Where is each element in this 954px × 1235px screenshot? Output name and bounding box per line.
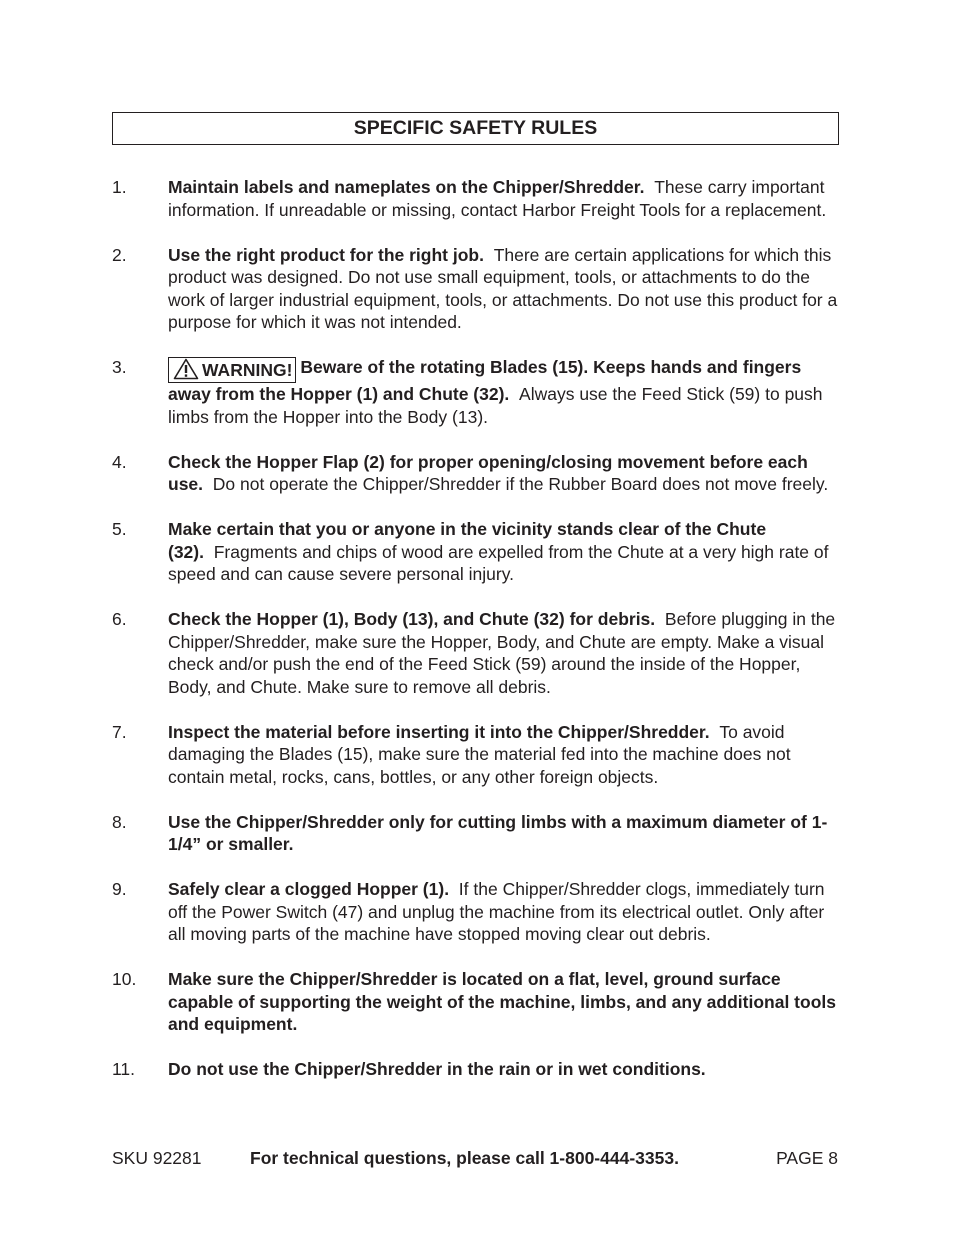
rule-item-5 (112, 518, 848, 586)
rule-text: These carry important information. If unreadable or missing, contact Harbor Freight Tools for a replacement. (168, 177, 827, 220)
rule-text: There are certain applications for which this product was designed. Do not use small equipment, tools, or attachments to do the work of larger industrial equipment, tools, or attachments. Do not use this product for a purpose for which it was not intended. (168, 244, 838, 332)
rule-item-4 (112, 451, 848, 496)
rule-text: Fragments and chips of wood are expelled from the Chute at a very high rate of speed and can cause severe personal injury. (168, 541, 829, 584)
rule-number: 11. (112, 1059, 136, 1079)
rule-number: 9. (112, 879, 127, 899)
rule-body (168, 451, 842, 496)
rule-item-2 (112, 244, 848, 334)
rule-number: 4. (112, 451, 127, 472)
rule-heading: Inspect the material before inserting it into the Chipper/Shredder. (168, 721, 710, 742)
rule-body (168, 811, 842, 856)
rule-text: Do not operate the Chipper/Shredder if the Rubber Board does not move freely. (212, 474, 829, 494)
rule-body (168, 518, 842, 586)
rule-heading: Check the Hopper (1), Body (13), and Chute (32) for debris. (168, 609, 656, 629)
rule-heading: Check the Hopper Flap (2) for proper opening/closing movement before each use. (168, 451, 808, 494)
rule-body (168, 176, 842, 221)
rule-number: 8. (112, 811, 127, 832)
sku-number: SKU 92281 (112, 1148, 202, 1168)
rule-heading: Use the right product for the right job. (168, 244, 484, 265)
rule-heading: Make sure the Chipper/Shredder is located on a flat, level, ground surface capable of supporting the weight of the machine, limbs, and any additional tools and equipment. (168, 969, 836, 1034)
rule-text: If the Chipper/Shredder clogs, immediately turn off the Power Switch (47) and unplug the machine from its electrical outlet. Only after all moving parts of the machine have stopped moving clear out debris. (168, 879, 825, 944)
rule-text: Always use the Feed Stick (59) to push limbs from the Hopper into the Body (13). (168, 384, 823, 427)
rule-item-1 (112, 176, 848, 221)
rule-heading: Safely clear a clogged Hopper (1). (168, 879, 450, 899)
rule-number: 2. (112, 244, 127, 265)
rule-body (168, 356, 842, 428)
rule-number: 6. (112, 609, 127, 629)
rule-heading: Use the Chipper/Shredder only for cutting limbs with a maximum diameter of 1-1/4” or smaller. (168, 811, 828, 854)
tech-support-line: For technical questions, please call 1-800-444-3353. (250, 1148, 679, 1168)
rule-item-3 (112, 356, 848, 428)
rule-body (168, 721, 842, 789)
rule-body (168, 878, 842, 946)
rule-item-7 (112, 721, 848, 789)
rule-item-9 (112, 878, 848, 946)
rule-body (168, 1058, 842, 1081)
warning-triangle-icon (173, 358, 199, 380)
section-title: SPECIFIC SAFETY RULES (112, 112, 839, 145)
rule-body (168, 244, 842, 334)
rule-heading: Do not use the Chipper/Shredder in the rain or in wet conditions. (168, 1059, 706, 1079)
rule-text: To avoid damaging the Blades (15), make sure the material fed into the machine does not contain metal, rocks, cans, bottles, or any other foreign objects. (168, 721, 791, 787)
rule-body (168, 608, 842, 698)
rule-heading: Maintain labels and nameplates on the Chipper/Shredder. (168, 177, 645, 197)
rule-heading: Beware of the rotating Blades (15). Keeps hands and fingers away from the Hopper (1) and Chute (32). (168, 357, 802, 404)
rule-number: 10. (112, 969, 137, 989)
rule-text: Before plugging in the Chipper/Shredder, make sure the Hopper, Body, and Chute are empty. Make a visual check and/or push the end of the Feed Stick (59) around the inside of the Hopper, Body, and Chute. Make sure to remove all debris. (168, 609, 836, 697)
rule-item-11 (112, 1058, 848, 1081)
warning-badge (168, 357, 296, 383)
rule-body (168, 968, 842, 1036)
rule-number: 5. (112, 519, 127, 539)
rule-item-10 (112, 968, 848, 1036)
rule-item-6 (112, 608, 848, 698)
rule-item-8 (112, 811, 848, 856)
rule-number: 1. (112, 177, 127, 197)
page-number: PAGE 8 (776, 1148, 838, 1168)
rule-number: 3. (112, 357, 127, 377)
warning-label: WARNING! (202, 360, 293, 380)
safety-rules-list (112, 176, 848, 1103)
rule-heading: Make certain that you or anyone in the vicinity stands clear of the Chute (32). (168, 519, 767, 562)
rule-number: 7. (112, 721, 127, 742)
